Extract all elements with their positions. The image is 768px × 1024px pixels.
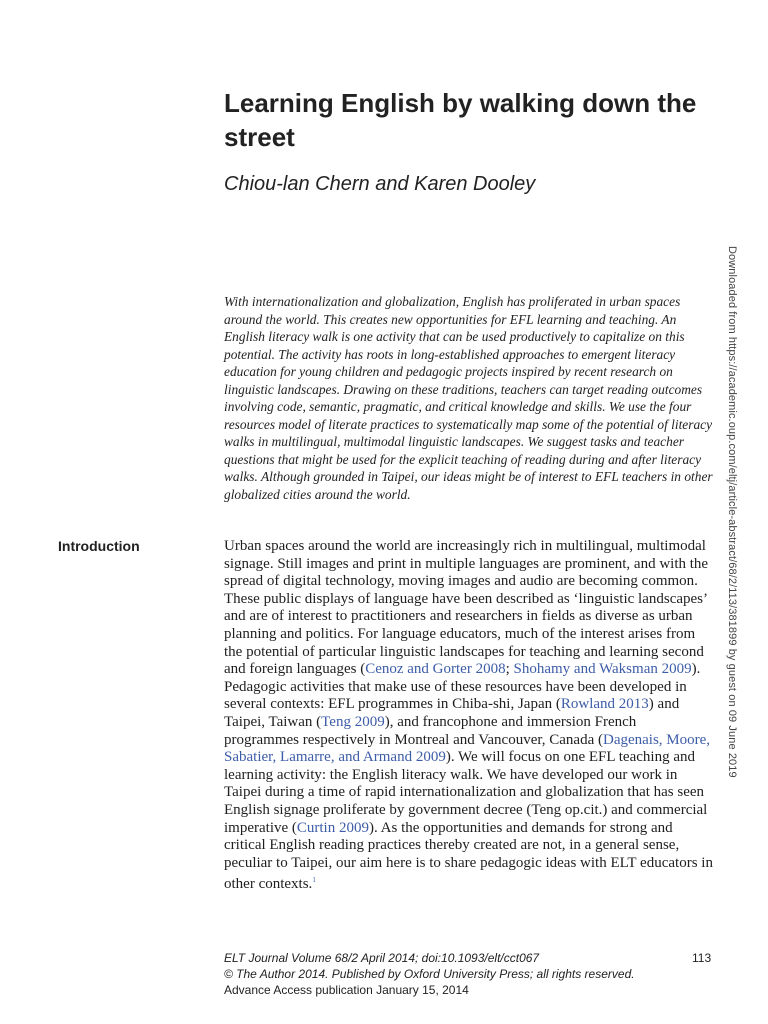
page-number: 113: [692, 951, 712, 965]
citation-link[interactable]: Teng 2009: [321, 713, 385, 730]
introduction-body: [224, 538, 714, 894]
section-heading: Introduction: [58, 538, 140, 554]
body-text-3: ). Pedagogic activities that make use of these resources have been developed in several contexts: EFL programmes in Chiba-shi, Japan (: [224, 661, 701, 713]
article-title: Learning English by walking down the street: [224, 88, 697, 152]
journal-citation: ELT Journal Volume 68/2 April 2014; doi:10.1093/elt/cct067: [224, 951, 540, 965]
footnote-marker[interactable]: 1: [312, 876, 316, 885]
body-text-4: ) and Taipei, Taiwan (: [224, 696, 680, 730]
citation-link[interactable]: Dagenais, Moore, Sabatier, Lamarre, and Armand 2009: [224, 731, 711, 766]
download-notice: Downloaded from https://academic.oup.com/eltj/article-abstract/68/2/113/381899 by guest on 09 June 2019: [726, 246, 738, 778]
abstract: With internationalization and globalization, English has proliferated in urban spaces around the world. This creates new opportunities for EFL learning and teaching. An English literacy walk is one activity that can be used productively to capitalize on this potential. The activity has roots in long-established approaches to emergent literacy education for young children and pedagogic projects inspired by recent research on linguistic landscapes. Drawing on these traditions, teachers can target reading outcomes involving code, semantic, pragmatic, and critical knowledge and skills. We use the four resources model of literate practices to systematically map some of the potential of literacy walks in multilingual, multimodal linguistic landscapes. We suggest tasks and teacher questions that might be used for the explicit teaching of reading during and after literacy walks. Although grounded in Taipei, our ideas might be of interest to EFL teachers in other globalized cities around the world.: [224, 294, 713, 502]
body-text-7: ). As the opportunities and demands for strong and critical English reading practices thereby created are not, in a general sense, peculiar to Taipei, our aim here is to share pedagogic ideas with ELT educators in other contexts.: [224, 819, 713, 893]
citation-link[interactable]: Cenoz and Gorter 2008: [365, 661, 506, 678]
body-text-5: ), and francophone and immersion French programmes respectively in Montreal and Vancouver, Canada (: [224, 713, 637, 748]
article-authors: Chiou-lan Chern and Karen Dooley: [224, 173, 536, 195]
citation-link[interactable]: Shohamy and Waksman 2009: [513, 661, 692, 678]
body-text-6: ). We will focus on one EFL teaching and learning activity: the English literacy walk. We have developed our work in Taipei during a time of rapid internationalization and globalization that has seen English signage proliferate by government decree (Teng op.cit.) and commercial imperative (: [224, 749, 708, 836]
copyright-notice: © The Author 2014. Published by Oxford University Press; all rights reserved.: [224, 967, 635, 981]
citation-link[interactable]: Curtin 2009: [296, 819, 369, 836]
body-text-1: Urban spaces around the world are increasingly rich in multilingual, multimodal signage. Still images and print in multiple languages are prominent, and with the spread of digital technology, moving images and audio are becoming common. These public displays of language have been described as ‘linguistic landscapes’ and are of interest to practitioners and researchers in fields as diverse as urban planning and politics. For language educators, much of the interest arises from the potential of particular linguistic landscapes for teaching and learning second and foreign languages (: [224, 538, 709, 678]
advance-access-notice: Advance Access publication January 15, 2014: [224, 983, 469, 997]
citation-link[interactable]: Rowland 2013: [560, 696, 649, 713]
body-text-2: ;: [505, 661, 514, 678]
